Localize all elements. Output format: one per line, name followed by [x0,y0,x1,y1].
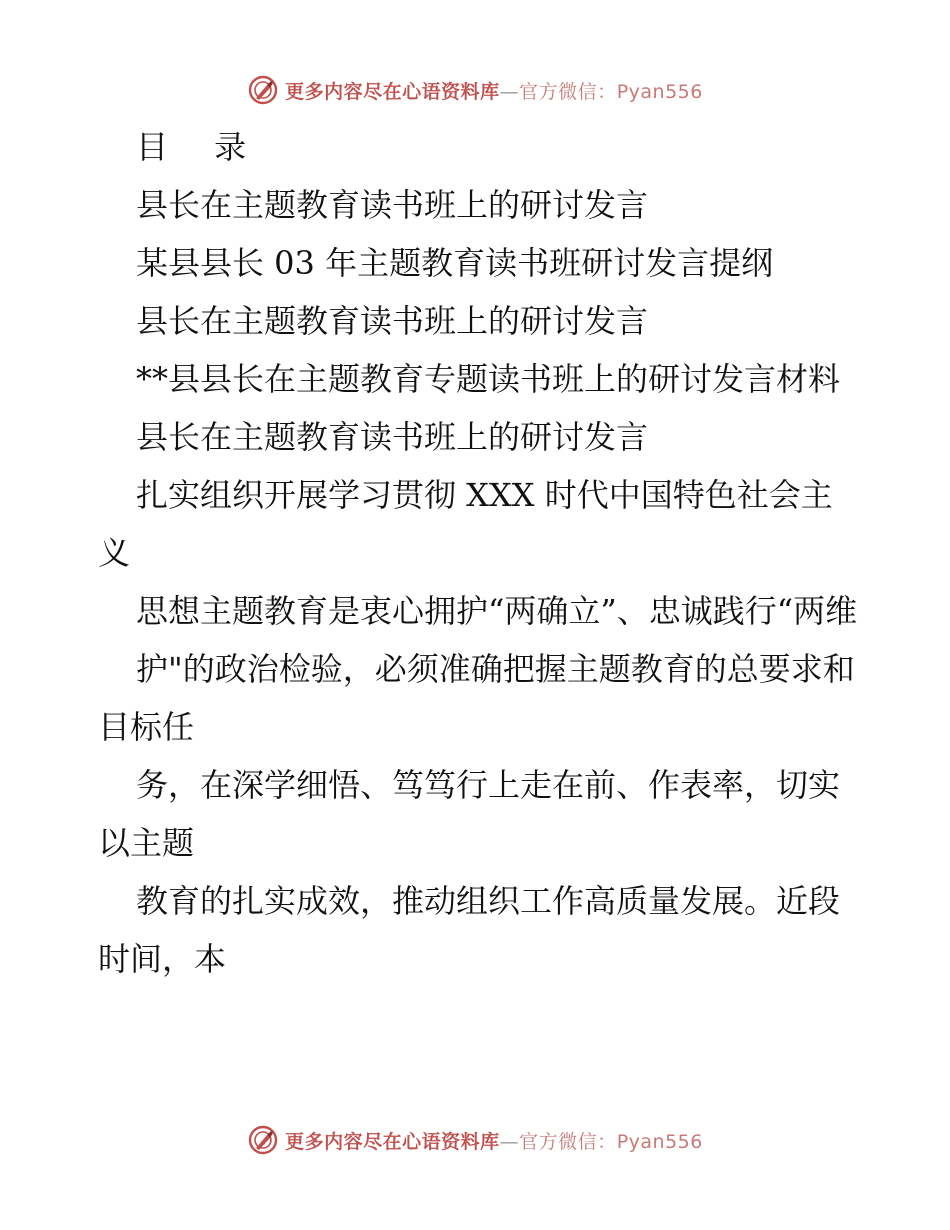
watermark-brand: 更多内容尽在心语资料库 [285,80,500,103]
toc-entry: 县长在主题教育读书班上的研讨发言 [136,302,649,340]
toc-entry: 某县县长 03 年主题教育读书班研讨发言提纲 [136,244,774,282]
toc-entry: 县长在主题教育读书班上的研讨发言 [136,186,649,224]
watermark-separator: — [499,80,520,103]
toc-heading: 目 录 [136,128,265,166]
watermark-wechat-label: 官方微信： [519,1130,617,1153]
body-paragraph: 思想主题教育是衷心拥护“两确立”、忠诚践行“两维 [136,592,858,630]
footer-watermark [0,1120,950,1160]
body-paragraph: 扎实组织开展学习贯彻 XXX 时代中国特色社会主义 [98,476,833,572]
watermark-brand: 更多内容尽在心语资料库 [285,1130,500,1153]
body-paragraph: 护"的政治检验，必须准确把握主题教育的总要求和目标任 [98,650,855,746]
watermark-text [285,1127,703,1154]
watermark-wechat-id: Pyan556 [616,80,703,103]
toc-entry: **县县长在主题教育专题读书班上的研讨发言材料 [136,360,841,398]
watermark-separator: — [499,1130,520,1153]
document-body [98,118,858,988]
pen-logo-icon [247,1124,279,1156]
watermark-wechat-label: 官方微信： [519,80,617,103]
watermark-wechat-id: Pyan556 [616,1130,703,1153]
toc-entry: 县长在主题教育读书班上的研讨发言 [136,418,649,456]
body-paragraph: 教育的扎实成效，推动组织工作高质量发展。近段时间，本 [98,882,841,978]
pen-logo-icon [247,74,279,106]
header-watermark [0,70,950,110]
watermark-text [285,77,703,104]
body-paragraph: 务，在深学细悟、笃笃行上走在前、作表率，切实以主题 [98,766,841,862]
